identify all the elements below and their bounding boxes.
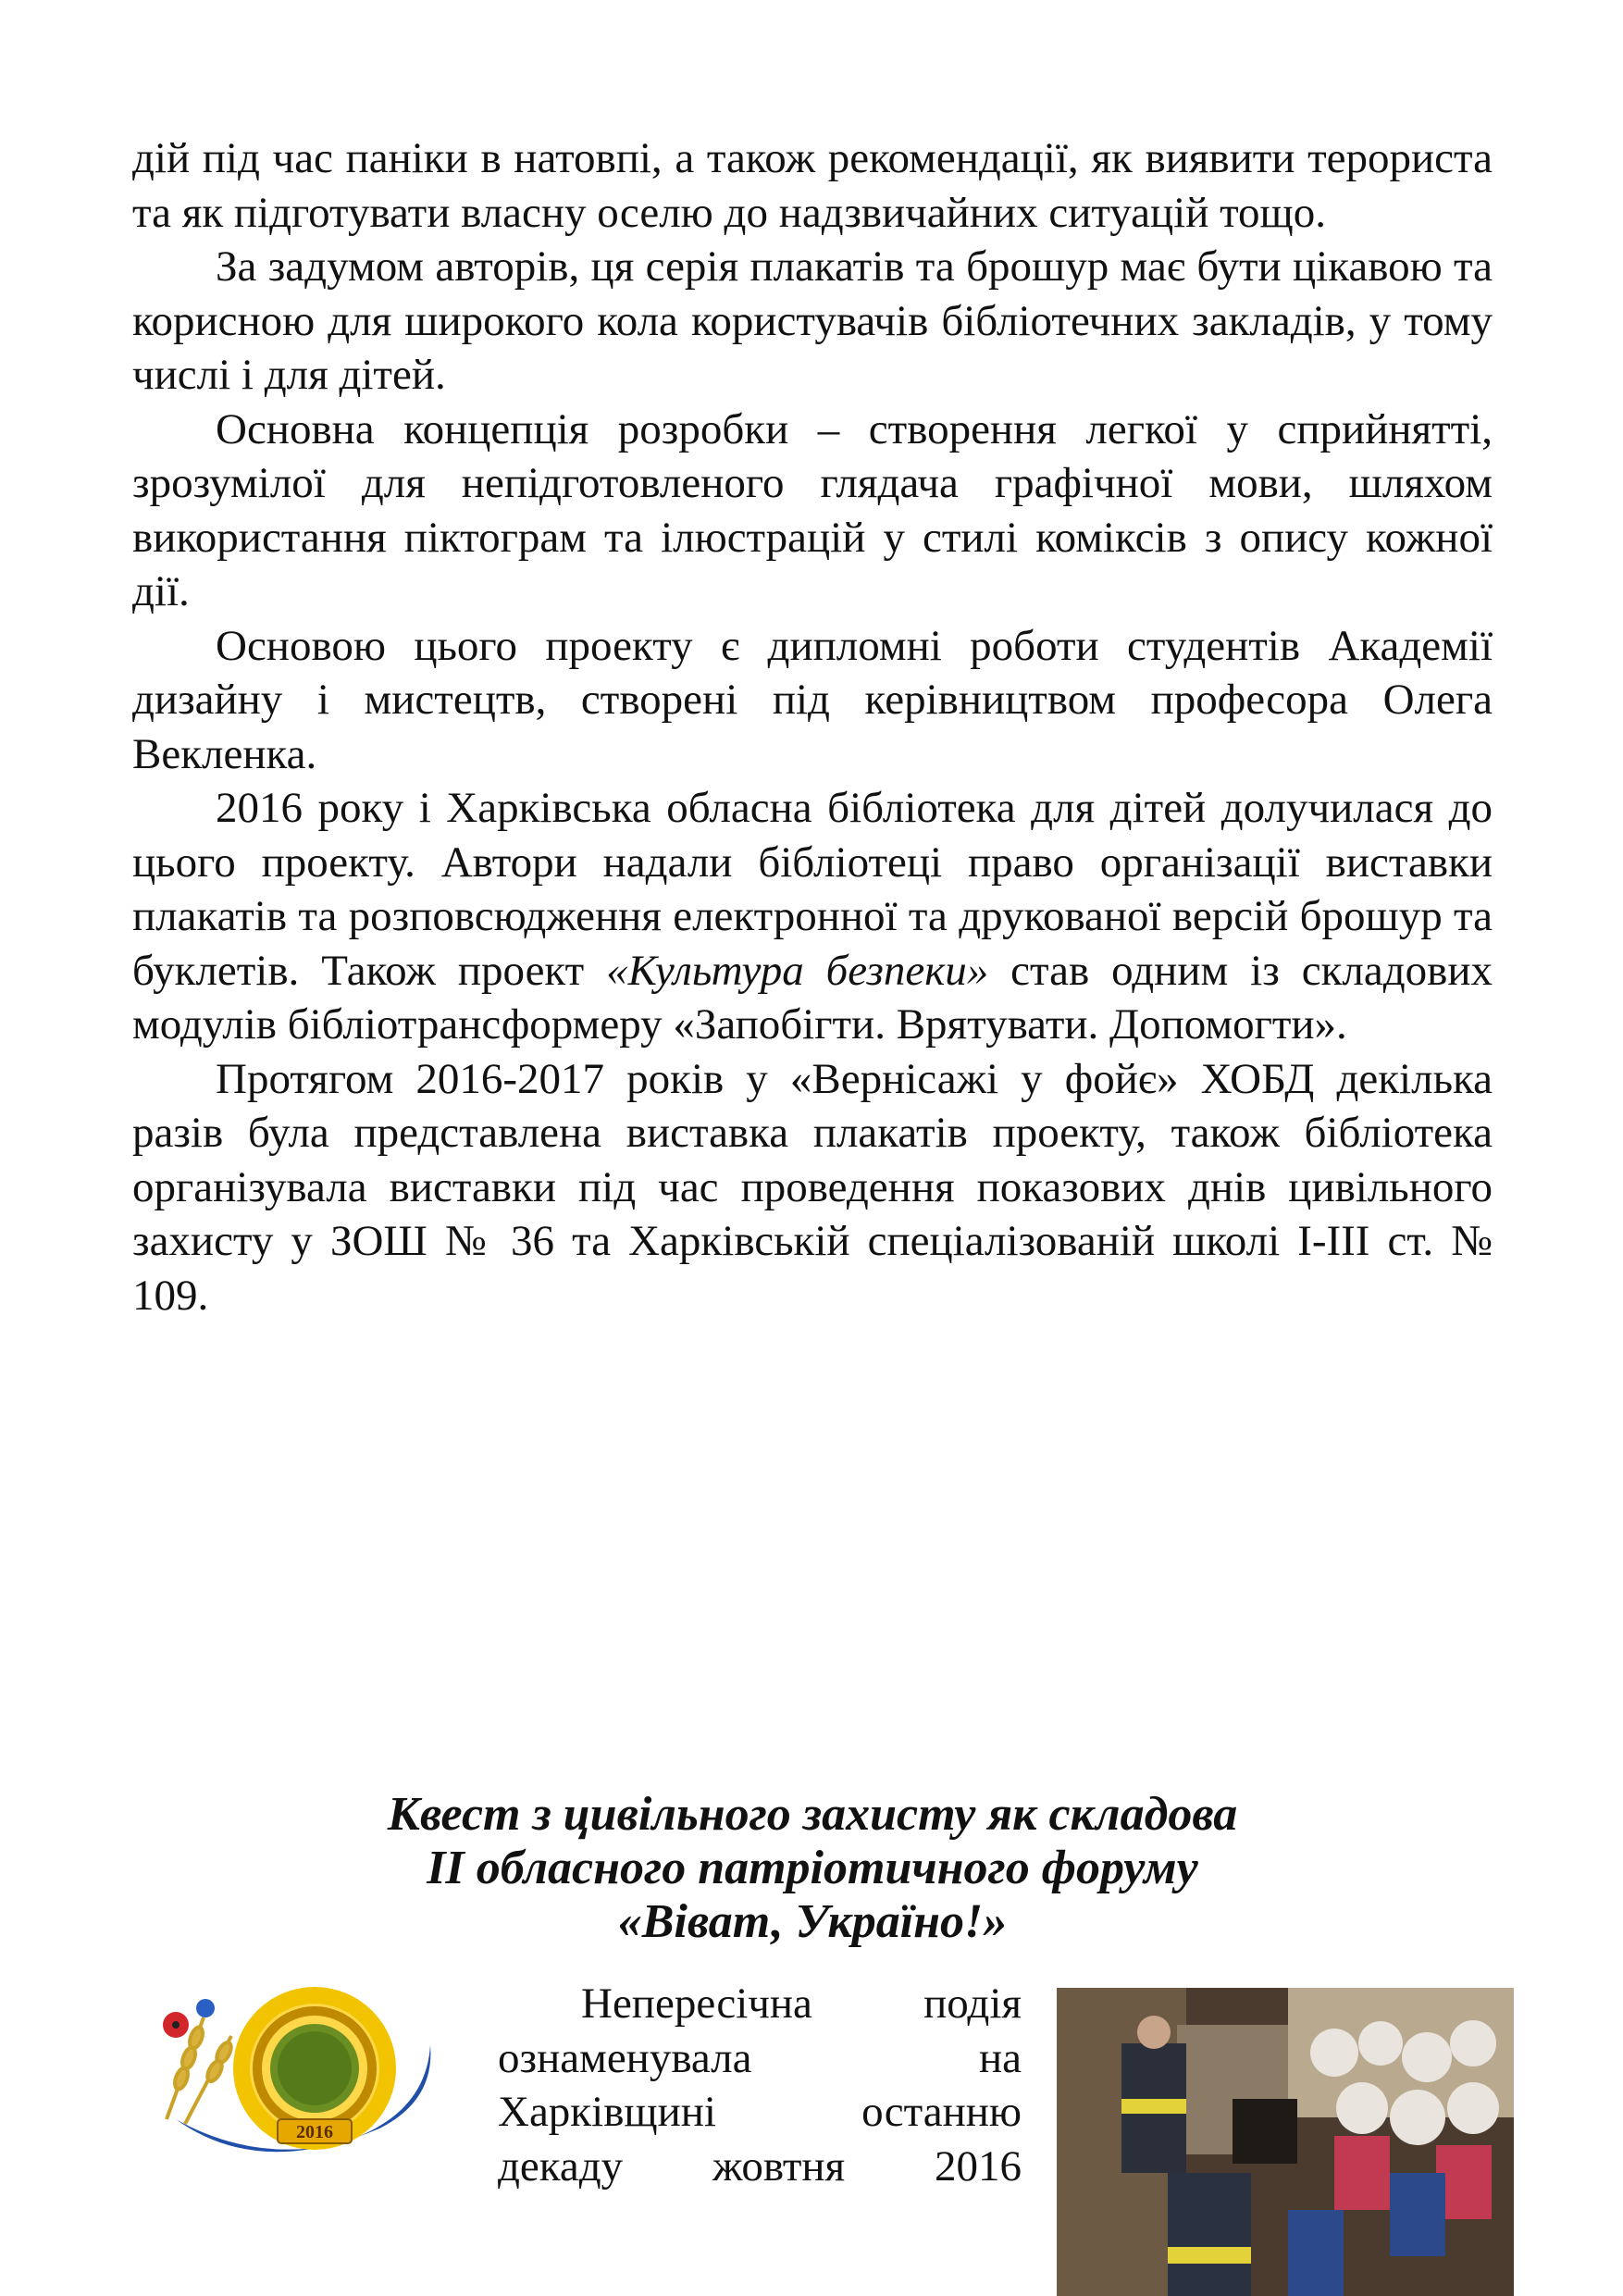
logo-year: 2016: [296, 2122, 333, 2142]
text-line: цікавою та корисною для широкого кола користувачів: [132, 242, 1493, 345]
text-line: Основна концепція розробки – створення легкої у: [216, 404, 1248, 453]
text-line: Академії дизайну і мистецтв, створені під керівництвом: [132, 621, 1493, 724]
event-photo-image: [1057, 1988, 1514, 2296]
side-line: [498, 2085, 1022, 2140]
section-title-line: «Віват, Україно!»: [617, 1895, 1008, 1948]
side-line: [498, 2140, 1022, 2194]
event-photo: [1057, 1988, 1514, 2296]
text-line: мови, шляхом використання піктограм та ілюстрацій у стилі: [132, 459, 1493, 562]
paragraph-1: [132, 131, 1493, 240]
text-line: За задумом авторів, ця серія плакатів та брошур має бути: [216, 242, 1282, 291]
text-line: Протягом 2016-2017 років у «Вернісажі у фойє» ХОБД: [216, 1054, 1315, 1103]
forum-logo-graphic: [148, 1980, 453, 2166]
forum-logo: [148, 1980, 453, 2166]
section-title: [132, 1788, 1493, 1949]
side-paragraph: [498, 1977, 1022, 2193]
text-line: декілька разів була представлена виставка плакатів проекту,: [132, 1054, 1493, 1157]
text-line: терориста та як підготувати власну оселю до надзвичайних: [132, 134, 1493, 237]
side-line: [498, 1977, 1022, 2031]
section-title-line: ІІ обласного патріотичного форуму: [427, 1842, 1198, 1894]
side-line: [498, 2031, 1022, 2086]
paragraph-3: [132, 403, 1493, 619]
word: Харківщині: [498, 2088, 716, 2136]
paragraph-4: [132, 619, 1493, 782]
text-line: професора Олега Векленка.: [132, 676, 1493, 778]
word: ознаменувала: [498, 2033, 752, 2082]
paragraph-6: [132, 1052, 1493, 1323]
paragraph-5: [132, 781, 1493, 1052]
text-line: дій під час паніки в натовпі, а також рекомендації, як виявити: [132, 134, 1295, 182]
word: декаду: [498, 2141, 624, 2191]
text-line: ситуацій тощо.: [1048, 188, 1326, 237]
word: Непересічна: [581, 1980, 812, 2028]
word: 2016: [935, 2141, 1022, 2191]
word: подія: [923, 1980, 1022, 2028]
project-name-italic: «Культура безпеки»: [606, 946, 989, 995]
word: жовтня: [712, 2141, 846, 2191]
section-title-line: Квест з цивільного захисту як складова: [387, 1788, 1238, 1841]
text-line: Основою цього проекту є дипломні роботи студентів: [216, 621, 1301, 670]
text-line: показових днів цивільного захисту у ЗОШ № 36 та Харківській: [132, 1162, 1493, 1265]
body-text: [132, 131, 1493, 1322]
word: на: [978, 2033, 1022, 2082]
text-line: коміксів з опису кожної дії.: [132, 513, 1493, 615]
word: останню: [861, 2088, 1022, 2136]
text-line: бібліотечних закладів, у тому числі і для дітей.: [132, 296, 1493, 399]
text-line: спеціалізованій школі І-ІІІ ст. № 109.: [132, 1217, 1493, 1320]
text-run: став одним із складових модулів бібліотрансформеру «Запобігти. Врятувати. Допомогти».: [132, 946, 1493, 1049]
text-run: 2016 року і Харківська обласна бібліотека для дітей долучилася до цього проекту. Автори надали бібліотеці право організації виставки плакатів та розповсюдження електронної та друкованої версій брошур та буклетів. Також проект: [132, 784, 1493, 995]
text-line: також бібліотека організувала виставки під час проведення: [132, 1109, 1493, 1211]
paragraph-2: [132, 240, 1493, 403]
text-line: сприйнятті, зрозумілої для непідготовленого глядача графічної: [132, 404, 1493, 507]
